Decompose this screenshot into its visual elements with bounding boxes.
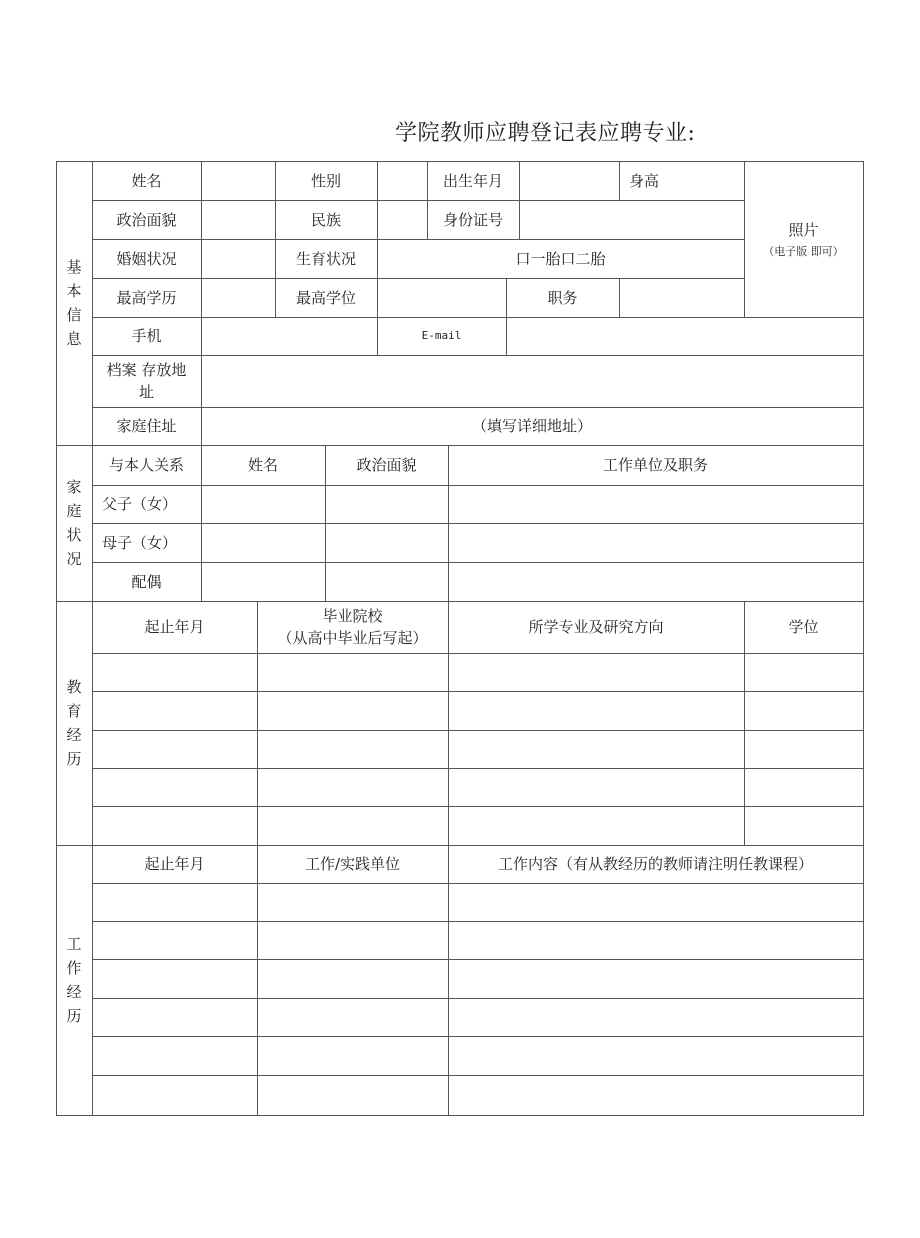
work-row-1-content[interactable] [448,883,864,922]
family-spouse-political[interactable] [325,562,449,602]
form-title: 学院教师应聘登记表应聘专业: [395,121,696,146]
section-basic-info: 基 本 信 息 [56,161,93,446]
input-name[interactable] [201,161,276,201]
input-degree[interactable] [377,278,507,318]
label-marital: 婚姻状况 [92,239,202,279]
label-gender: 性别 [275,161,378,201]
work-row-3-unit[interactable] [257,959,449,999]
input-education[interactable] [201,278,276,318]
edu-row-2-major[interactable] [448,691,745,731]
edu-row-3-major[interactable] [448,730,745,769]
work-row-5-unit[interactable] [257,1036,449,1076]
edu-row-4-degree[interactable] [744,768,864,807]
input-gender[interactable] [377,161,428,201]
edu-row-5-school[interactable] [257,806,449,846]
family-header-name: 姓名 [201,445,326,486]
family-header-political: 政治面貌 [325,445,449,486]
label-phone: 手机 [92,317,202,356]
label-ethnicity: 民族 [275,200,378,240]
work-row-5-period[interactable] [92,1036,258,1076]
label-fertility: 生育状况 [275,239,378,279]
edu-row-5-major[interactable] [448,806,745,846]
edu-row-2-period[interactable] [92,691,258,731]
family-row-mother: 母子（女） [92,523,202,563]
label-position: 职务 [506,278,620,318]
label-height: 身高 [619,161,745,201]
edu-row-2-degree[interactable] [744,691,864,731]
family-header-relation: 与本人关系 [92,445,202,486]
work-row-3-period[interactable] [92,959,258,999]
input-ethnicity[interactable] [377,200,428,240]
edu-header-period: 起止年月 [92,601,258,654]
edu-row-5-period[interactable] [92,806,258,846]
edu-row-4-period[interactable] [92,768,258,807]
edu-header-school: 毕业院校 （从高中毕业后写起） [257,601,449,654]
label-id: 身份证号 [427,200,520,240]
edu-row-1-degree[interactable] [744,653,864,692]
work-row-1-period[interactable] [92,883,258,922]
edu-row-1-period[interactable] [92,653,258,692]
work-header-content: 工作内容（有从教经历的教师请注明任教课程） [448,845,864,884]
input-marital[interactable] [201,239,276,279]
fertility-options[interactable]: 口一胎口二胎 [377,239,745,279]
work-row-4-unit[interactable] [257,998,449,1037]
input-archive[interactable] [201,355,864,408]
family-father-political[interactable] [325,485,449,524]
work-row-6-period[interactable] [92,1075,258,1116]
input-position[interactable] [619,278,745,318]
family-row-father: 父子（女） [92,485,202,524]
label-birth: 出生年月 [427,161,520,201]
edu-row-5-degree[interactable] [744,806,864,846]
label-email: E-mail [377,317,507,356]
edu-row-3-degree[interactable] [744,730,864,769]
family-header-work: 工作单位及职务 [448,445,864,486]
photo-box[interactable] [744,161,864,318]
work-row-2-period[interactable] [92,921,258,960]
label-degree: 最高学位 [275,278,378,318]
section-education: 教 育 经 历 [56,601,93,846]
label-archive: 档案 存放地 址 [92,355,202,408]
work-row-2-content[interactable] [448,921,864,960]
section-work: 工 作 经 历 [56,845,93,1116]
input-political[interactable] [201,200,276,240]
work-header-period: 起止年月 [92,845,258,884]
edu-header-degree: 学位 [744,601,864,654]
work-row-6-unit[interactable] [257,1075,449,1116]
input-id[interactable] [519,200,745,240]
label-political: 政治面貌 [92,200,202,240]
family-father-name[interactable] [201,485,326,524]
work-row-4-content[interactable] [448,998,864,1037]
input-phone[interactable] [201,317,378,356]
edu-row-4-major[interactable] [448,768,745,807]
work-row-1-unit[interactable] [257,883,449,922]
work-row-2-unit[interactable] [257,921,449,960]
section-family: 家 庭 状 况 [56,445,93,602]
input-birth[interactable] [519,161,620,201]
family-father-work[interactable] [448,485,864,524]
work-row-3-content[interactable] [448,959,864,999]
label-education: 最高学历 [92,278,202,318]
edu-header-major: 所学专业及研究方向 [448,601,745,654]
work-row-5-content[interactable] [448,1036,864,1076]
label-address: 家庭住址 [92,407,202,446]
input-address[interactable]: （填写详细地址） [201,407,864,446]
family-spouse-name[interactable] [201,562,326,602]
edu-row-1-major[interactable] [448,653,745,692]
family-mother-name[interactable] [201,523,326,563]
edu-row-1-school[interactable] [257,653,449,692]
edu-row-4-school[interactable] [257,768,449,807]
family-row-spouse: 配偶 [92,562,202,602]
edu-row-2-school[interactable] [257,691,449,731]
photo-label: 照片 [788,221,819,239]
label-name: 姓名 [92,161,202,201]
input-email[interactable] [506,317,864,356]
work-row-4-period[interactable] [92,998,258,1037]
work-header-unit: 工作/实践单位 [257,845,449,884]
work-row-6-content[interactable] [448,1075,864,1116]
family-mother-political[interactable] [325,523,449,563]
photo-note: （电子版 即可） [763,245,844,258]
edu-row-3-school[interactable] [257,730,449,769]
family-mother-work[interactable] [448,523,864,563]
family-spouse-work[interactable] [448,562,864,602]
edu-row-3-period[interactable] [92,730,258,769]
